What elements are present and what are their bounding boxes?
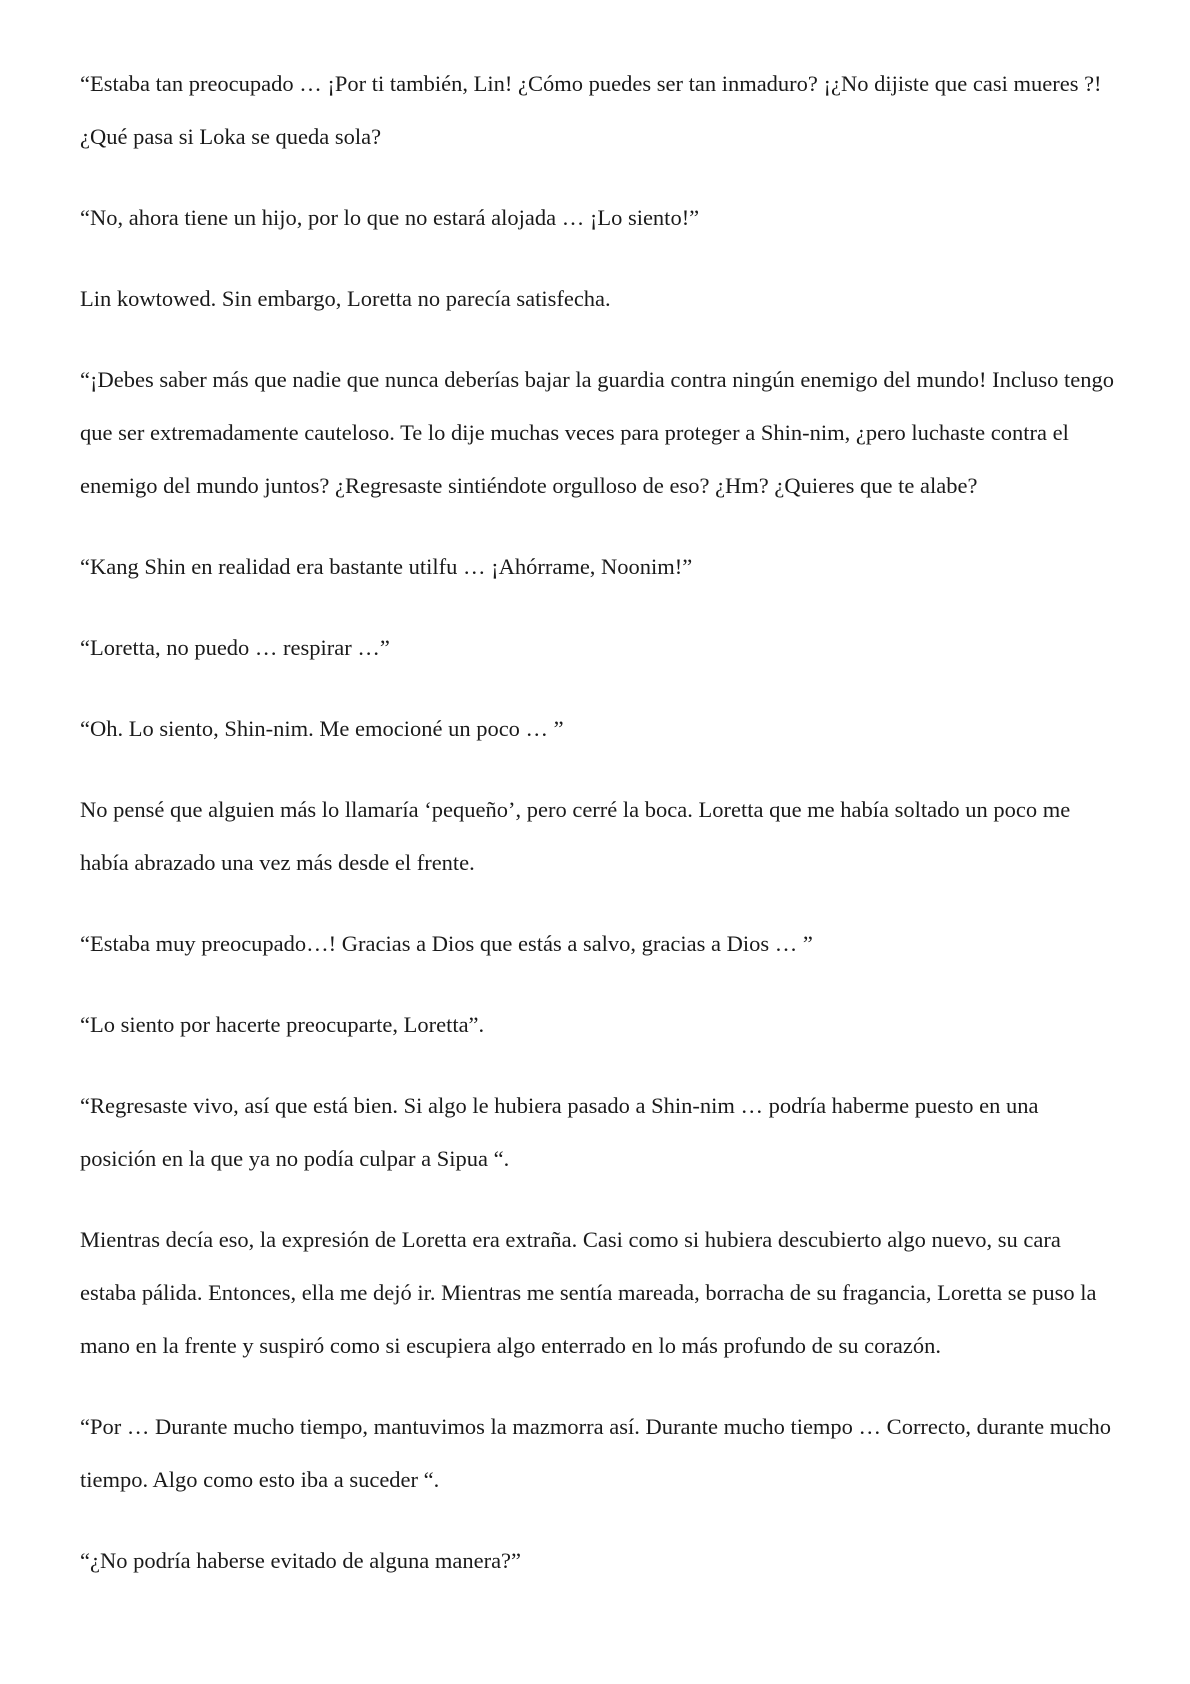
paragraph-11: “Regresaste vivo, así que está bien. Si algo le hubiera pasado a Shin-nim … podría haberme puesto en una posición en la que ya no podía culpar a Sipua “.	[80, 1093, 1039, 1171]
paragraph-9: “Estaba muy preocupado…! Gracias a Dios que estás a salvo, gracias a Dios … ”	[80, 931, 813, 956]
paragraph-4: “¡Debes saber más que nadie que nunca deberías bajar la guardia contra ningún enemigo del mundo! Incluso tengo que ser extremadamente cauteloso. Te lo dije muchas veces para proteger a Shin-nim, ¿pero luchaste contra el enemigo del mundo juntos? ¿Regresaste sintiéndote orgulloso de eso? ¿Hm? ¿Quieres que te alabe?	[80, 367, 1115, 498]
paragraph-14: “¿No podría haberse evitado de alguna manera?”	[80, 1548, 522, 1573]
paragraph-6: “Loretta, no puedo … respirar …”	[80, 635, 390, 660]
paragraph-1: “Estaba tan preocupado … ¡Por ti también, Lin! ¿Cómo puedes ser tan inmaduro? ¡¿No dijiste que casi mueres ?! ¿Qué pasa si Loka se queda sola?	[80, 71, 1102, 149]
paragraph-12: Mientras decía eso, la expresión de Loretta era extraña. Casi como si hubiera descubierto algo nuevo, su cara estaba pálida. Entonces, ella me dejó ir. Mientras me sentía mareada, borracha de su fragancia, Loretta se puso la mano en la frente y suspiró como si escupiera algo enterrado en lo más profundo de su corazón.	[80, 1227, 1097, 1358]
paragraph-8: No pensé que alguien más lo llamaría ‘pequeño’, pero cerré la boca. Loretta que me había soltado un poco me había abrazado una vez más desde el frente.	[80, 797, 1071, 875]
paragraph-13: “Por … Durante mucho tiempo, mantuvimos la mazmorra así. Durante mucho tiempo … Correcto, durante mucho tiempo. Algo como esto iba a suceder “.	[80, 1414, 1111, 1492]
paragraph-3: Lin kowtowed. Sin embargo, Loretta no parecía satisfecha.	[80, 286, 611, 311]
paragraph-10: “Lo siento por hacerte preocuparte, Loretta”.	[80, 1012, 485, 1037]
paragraph-5: “Kang Shin en realidad era bastante utilfu … ¡Ahórrame, Noonim!”	[80, 554, 693, 579]
paragraph-2: “No, ahora tiene un hijo, por lo que no estará alojada … ¡Lo siento!”	[80, 205, 700, 230]
paragraph-7: “Oh. Lo siento, Shin-nim. Me emocioné un poco … ”	[80, 716, 564, 741]
body-text	[80, 57, 1120, 1615]
